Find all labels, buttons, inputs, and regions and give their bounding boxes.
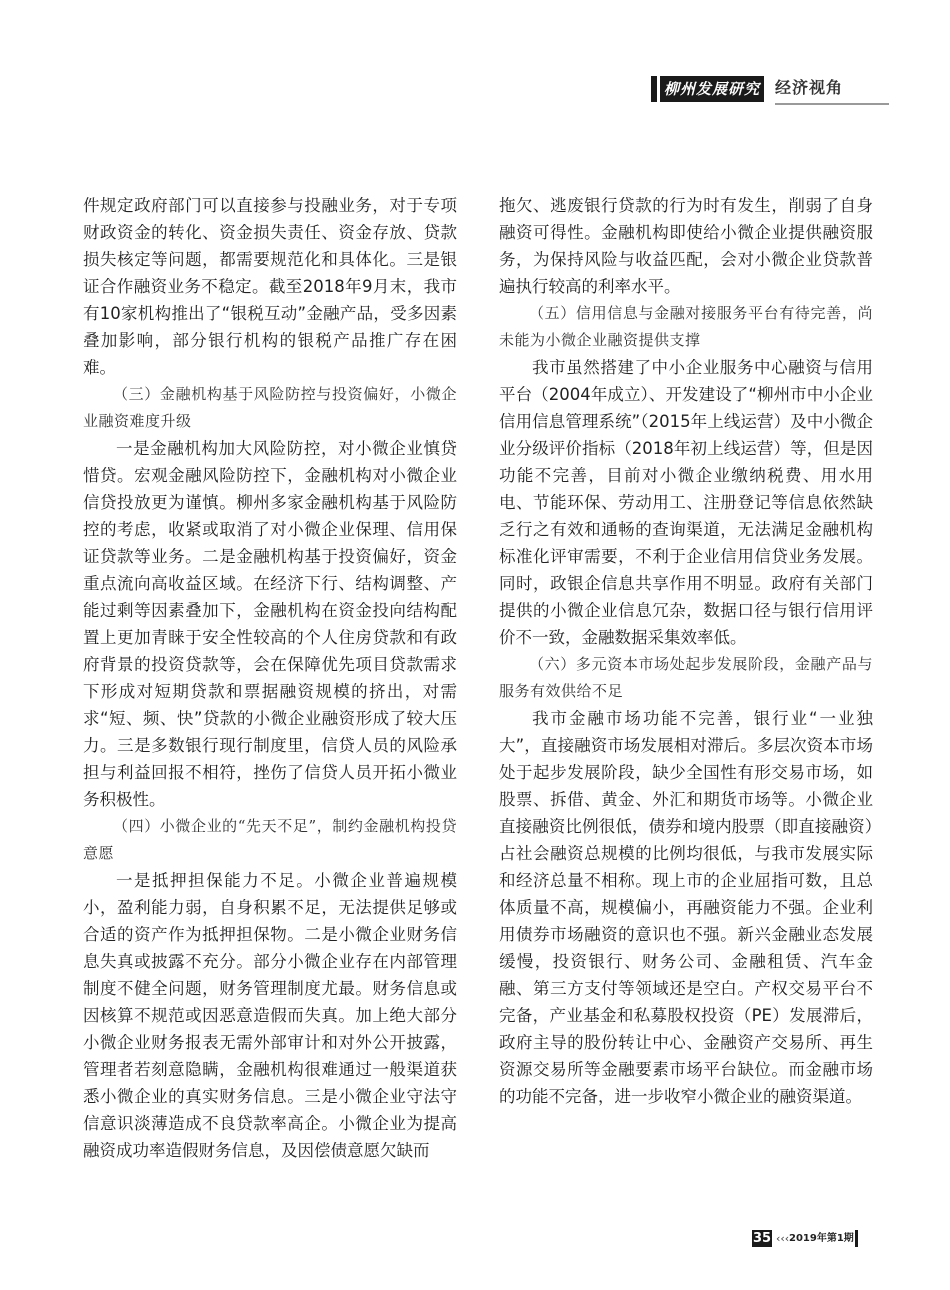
section-heading: （三）金融机构基于风险防控与投资偏好，小微企业融资难度升级: [83, 385, 457, 430]
left-column: [83, 192, 457, 1164]
chevrons-icon: ‹‹‹: [776, 1232, 790, 1245]
footer-bar: [855, 1230, 858, 1247]
paragraph: 一是抵押担保能力不足。小微企业普遍规模小，盈利能力弱，自身积累不足，无法提供足够或合适的资产作为抵押担保物。二是小微企业财务信息失真或披露不充分。部分小微企业存在内部管理制度不健全问题，财务管理制度尤最。财务信息或因核算不规范或因恶意造假而失真。加上绝大部分小微企业财务报表无需外部审计和对外公开披露，管理者若刻意隐瞒，金融机构很难通过一般渠道获悉小微企业的真实财务信息。三是小微企业守法守信意识淡薄造成不良贷款率高企。小微企业为提高融资成功率造假财务信息，及因偿债意愿欠缺而: [83, 871, 457, 1160]
section-underline: [775, 103, 889, 105]
section-heading: （四）小微企业的“先天不足”，制约金融机构投贷意愿: [83, 817, 457, 862]
paragraph: 拖欠、逃废银行贷款的行为时有发生，削弱了自身融资可得性。金融机构即使给小微企业提供融资服务，为保持风险与收益匹配，会对小微企业贷款普遍执行较高的利率水平。: [499, 196, 873, 296]
page-number: 35: [752, 1231, 772, 1246]
section-heading: （五）信用信息与金融对接服务平台有待完善，尚未能为小微企业融资提供支撑: [499, 304, 873, 349]
paragraph: 我市虽然搭建了中小企业服务中心融资与信用平台（2004年成立）、开发建设了“柳州市中小企业信用信息管理系统”（2015年上线运营）及中小微企业分级评价指标（2018年初上线运营）等，但是因功能不完善，目前对小微企业缴纳税费、用水用电、节能环保、劳动用工、注册登记等信息依然缺乏行之有效和通畅的查询渠道，无法满足金融机构标准化评审需要，不利于企业信用信贷业务发展。同时，政银企信息共享作用不明显。政府有关部门提供的小微企业信息冗杂，数据口径与银行信用评价不一致，金融数据采集效率低。: [499, 358, 873, 647]
paragraph: 件规定政府部门可以直接参与投融业务，对于专项财政资金的转化、资金损失责任、资金存放、贷款损失核定等问题，都需要规范化和具体化。三是银证合作融资业务不稳定。截至2018年9月末，我市有10家机构推出了“银税互动”金融产品，受多因素叠加影响，部分银行机构的银税产品推广存在困难。: [83, 196, 457, 377]
running-header: [651, 74, 891, 104]
page-footer: [752, 1229, 872, 1249]
header-bar: [651, 76, 657, 102]
paragraph: 我市金融市场功能不完善，银行业“一业独大”，直接融资市场发展相对滞后。多层次资本市场处于起步发展阶段，缺少全国性有形交易市场，如股票、拆借、黄金、外汇和期货市场等。小微企业直接融资比例很低，债券和境内股票（即直接融资）占社会融资总规模的比例均很低，与我市发展实际和经济总量不相称。现上市的企业屈指可数，且总体质量不高，规模偏小，再融资能力不强。企业利用债券市场融资的意识也不强。新兴金融业态发展缓慢，投资银行、财务公司、金融租赁、汽车金融、第三方支付等领域还是空白。产权交易平台不完备，产业基金和私募股权投资（PE）发展滞后，政府主导的股份转让中心、金融资产交易所、再生资源交易所等金融要素市场平台缺位。而金融市场的功能不完备，进一步收窄小微企业的融资渠道。: [499, 709, 873, 1106]
right-column: [499, 192, 873, 1110]
section-title: 经济视角: [775, 78, 844, 97]
paragraph: 一是金融机构加大风险防控，对小微企业慎贷惜贷。宏观金融风险防控下，金融机构对小微企业信贷投放更为谨慎。柳州多家金融机构基于风险防控的考虑，收紧或取消了对小微企业保理、信用保证贷款等业务。二是金融机构基于投资偏好，资金重点流向高收益区域。在经济下行、结构调整、产能过剩等因素叠加下，金融机构在资金投向结构配置上更加青睐于安全性较高的个人住房贷款和有政府背景的投资贷款等，会在保障优先项目贷款需求下形成对短期贷款和票据融资规模的挤出，对需求“短、频、快”贷款的小微企业融资形成了较大压力。三是多数银行现行制度里，信贷人员的风险承担与利益回报不相符，挫伤了信贷人员开拓小微业务积极性。: [83, 439, 457, 809]
issue-label: 2019年第1期: [789, 1233, 854, 1244]
section-heading: （六）多元资本市场处起步发展阶段，金融产品与服务有效供给不足: [499, 655, 873, 700]
journal-title: 柳州发展研究: [660, 76, 764, 102]
